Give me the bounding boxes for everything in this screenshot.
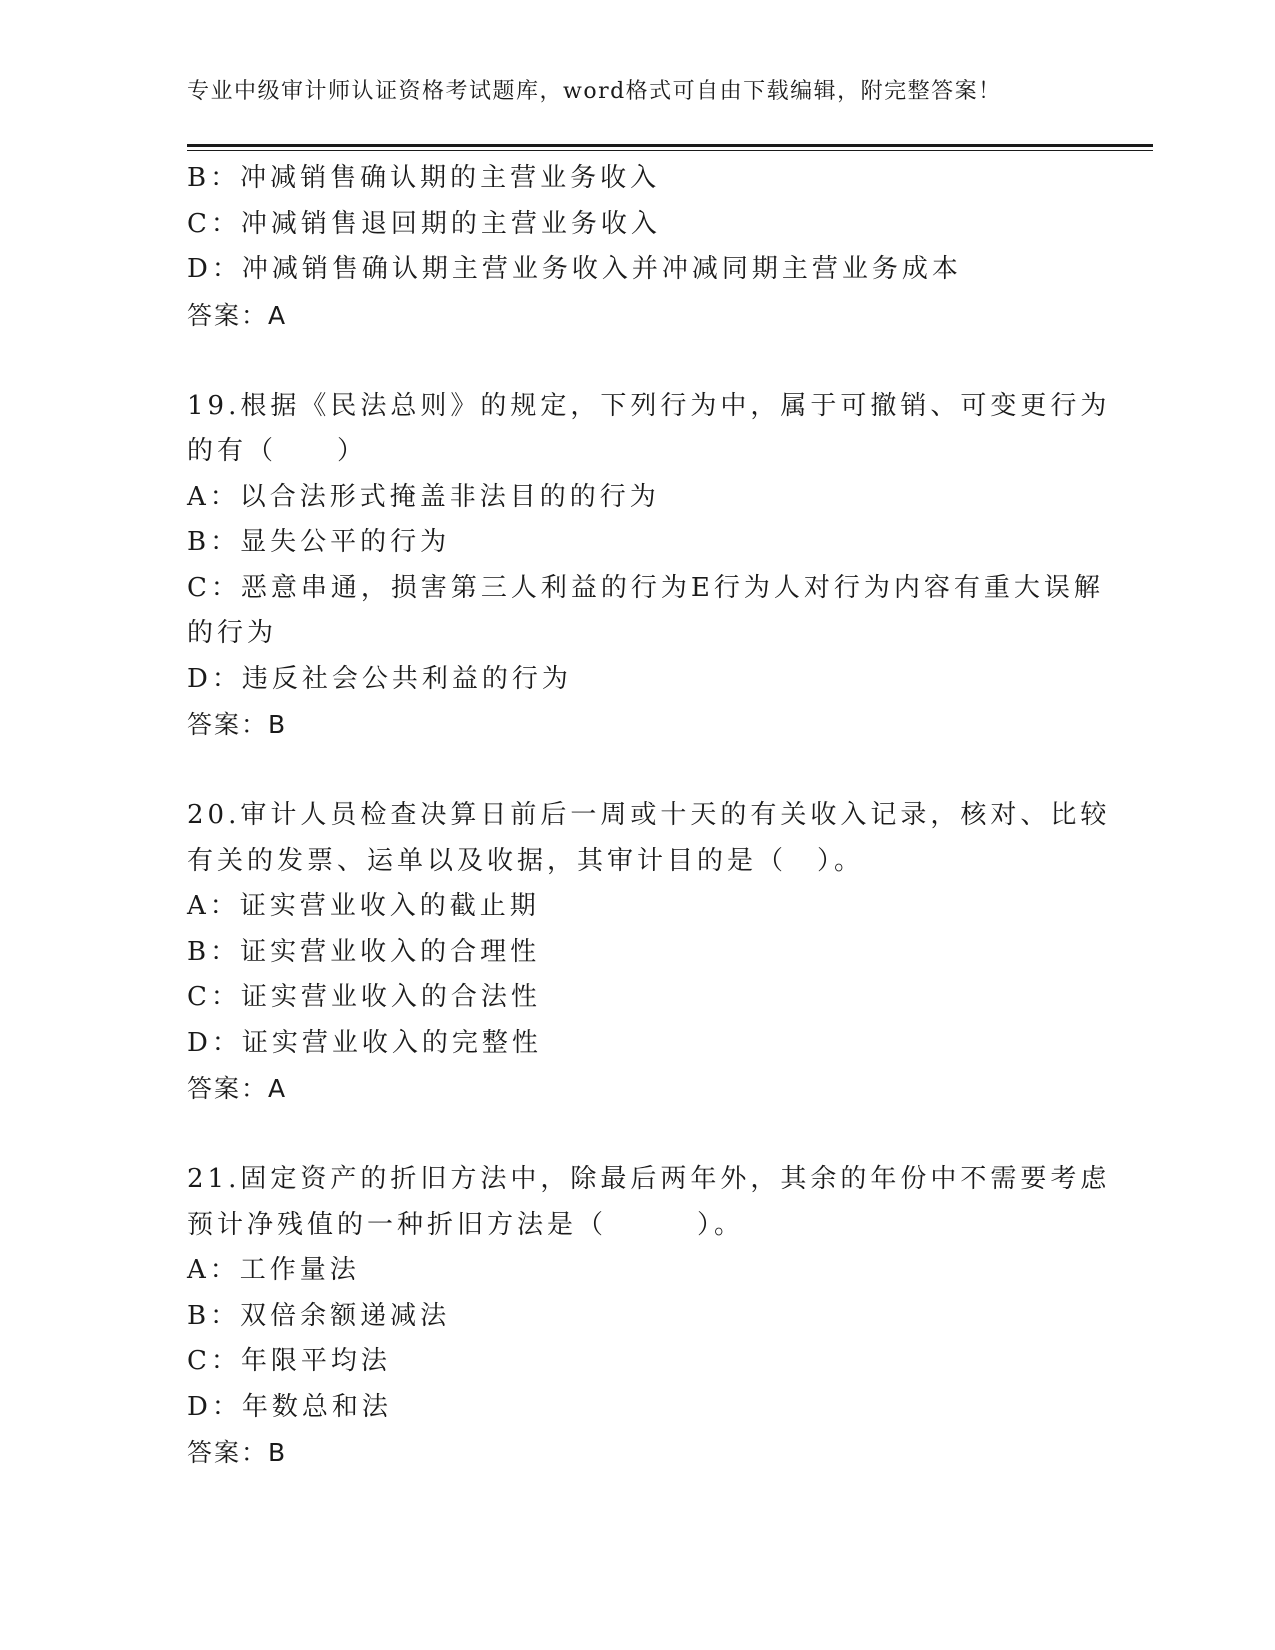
header-rule-thick [187,144,1153,147]
answer-line: 答案：A [187,300,288,330]
option-a: A：工作量法 [187,1255,360,1285]
option-d: D：冲减销售确认期主营业务收入并冲减同期主营业务成本 [187,254,962,284]
answer-line: 答案：B [187,1438,288,1467]
question-stem: 19.根据《民法总则》的规定，下列行为中，属于可撤销、可变更行为 [187,390,1111,421]
option-d: D：证实营业收入的完整性 [187,1027,542,1058]
question-fragment [187,156,1087,338]
question-19 [187,384,1111,748]
spacer [187,1112,1087,1158]
option-c: C：年限平均法 [187,1346,391,1376]
option-b: B：冲减销售确认期的主营业务收入 [187,163,661,193]
option-c-continued: 的行为 [187,618,278,648]
option-c: C：证实营业收入的合法性 [187,982,541,1012]
option-b: B：证实营业收入的合理性 [187,936,541,967]
option-b: B：双倍余额递减法 [187,1300,451,1331]
question-stem: 20.审计人员检查决算日前后一周或十天的有关收入记录，核对、比较 [187,800,1111,830]
option-c: C：冲减销售退回期的主营业务收入 [187,208,661,239]
spacer [187,338,1087,384]
option-a: A：以合法形式掩盖非法目的的行为 [187,481,660,512]
page-header: 专业中级审计师认证资格考试题库，word格式可自由下载编辑，附完整答案！ [187,79,1002,104]
spacer [187,748,1087,794]
option-b: B：显失公平的行为 [187,527,451,557]
question-20 [187,793,1111,1112]
header-rule-thin [187,150,1153,151]
question-21 [187,1157,1111,1476]
option-d: D：年数总和法 [187,1391,392,1422]
question-stem: 21.固定资产的折旧方法中，除最后两年外，其余的年份中不需要考虑 [187,1164,1111,1194]
option-d: D：违反社会公共利益的行为 [187,663,572,694]
option-a: A：证实营业收入的截止期 [187,891,540,921]
answer-line: 答案：B [187,710,288,739]
question-stem: 的有（ ） [187,436,368,466]
answer-line: 答案：A [187,1074,288,1103]
question-stem: 预计净残值的一种折旧方法是（ ）。 [187,1209,745,1240]
document-body [187,156,1111,1476]
option-c: C：恶意串通，损害第三人利益的行为E行为人对行为内容有重大误解 [187,572,1104,603]
question-stem: 有关的发票、运单以及收据，其审计目的是（ ）。 [187,845,865,876]
